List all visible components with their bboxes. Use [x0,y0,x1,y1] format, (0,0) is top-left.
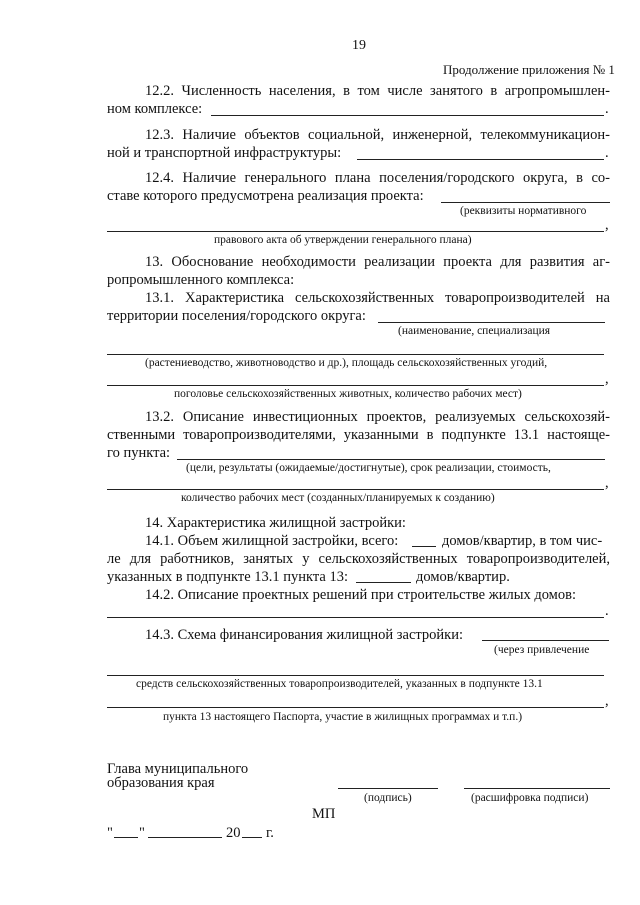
item-12-3-end: . [605,145,609,161]
item-12-4-line2: ставе которого предусмотрена реализация проекта: [107,188,424,204]
page-number: 19 [352,38,366,53]
item-13-2-hint2: количество рабочих мест (созданных/планируемых к созданию) [181,492,495,504]
fill-line-12-4a[interactable] [441,202,610,203]
date-quote-close: " [139,825,145,841]
item-14-3-hint3: пункта 13 настоящего Паспорта, участие в жилищных программах и т.п.) [163,711,523,723]
fill-line-13-1a[interactable] [378,322,605,323]
item-13-1-hint3: поголовье сельскохозяйственных животных, количество рабочих мест) [174,388,522,400]
item-12-4-end: , [605,217,609,233]
item-13-1-hint1: (наименование, специализация [398,325,551,337]
signature-caption: (подпись) [364,792,412,804]
item-13-2-end: , [605,475,609,491]
item-12-2-line2: ном комплексе: [107,101,203,117]
date-quote-open: " [107,825,113,841]
fill-line-13-2a[interactable] [177,459,605,460]
item-12-2-line1: 12.2. Численность населения, в том числе занятого в агропромышлен- [145,83,610,99]
fill-line-12-2[interactable] [211,115,604,116]
item-14-3-hint2: средств сельскохозяйственных товаропроизводителей, указанных в подпункте 13.1 [136,678,543,690]
item-13-2-line3: го пункта: [107,445,171,461]
item-12-4-line1: 12.4. Наличие генерального плана поселения/городского округа, в со- [145,170,610,186]
fill-line-14-1-workers[interactable] [356,582,411,583]
stamp-placeholder: МП [312,806,336,822]
item-13-2-hint1: (цели, результаты (ожидаемые/достигнутые), срок реализации, стоимость, [186,462,551,474]
fill-line-12-4b[interactable] [107,231,604,232]
item-14-line1: 14. Характеристика жилищной застройки: [145,515,406,531]
fill-line-14-3c[interactable] [107,707,604,708]
item-13-2-line1: 13.2. Описание инвестиционных проектов, реализуемых сельскохозяй- [145,409,610,425]
date-year-suffix: г. [266,825,274,841]
item-13-2-line2: ственными товаропроизводителями, указанными в подпункте 13.1 настояще- [107,427,610,443]
item-12-4-hint2: правового акта об утверждении генерального плана) [214,234,472,246]
signature-decode-caption: (расшифровка подписи) [471,792,589,804]
item-13-1-line1: 13.1. Характеристика сельскохозяйственных товаропроизводителей на [145,290,610,306]
item-12-3-line1: 12.3. Наличие объектов социальной, инженерной, телекоммуникацион- [145,127,610,143]
fill-line-13-2b[interactable] [107,489,604,490]
item-12-3-line2: ной и транспортной инфраструктуры: [107,145,342,161]
fill-line-13-1c[interactable] [107,385,604,386]
signature-line[interactable] [338,788,438,789]
appendix-continuation-header: Продолжение приложения № 1 [443,62,615,77]
item-14-3-line1: 14.3. Схема финансирования жилищной застройки: [145,627,464,643]
item-12-2-end: . [605,101,609,117]
signer-role-line2: образования края [107,775,215,791]
item-14-1-line1a: 14.1. Объем жилищной застройки, всего: [145,533,399,549]
signature-decode-line[interactable] [464,788,610,789]
fill-line-14-3a[interactable] [482,640,609,641]
item-14-2-end: . [605,603,609,619]
item-14-3-hint1: (через привлечение [494,644,590,656]
item-14-3-end: , [605,693,609,709]
fill-line-14-1-total[interactable] [412,546,436,547]
date-year-line[interactable] [242,837,262,838]
item-14-1-line3a: указанных в подпункте 13.1 пункта 13: [107,569,348,585]
item-14-2-line1: 14.2. Описание проектных решений при строительстве жилых домов: [145,587,576,603]
date-month-line[interactable] [148,837,222,838]
item-13-1-line2: территории поселения/городского округа: [107,308,366,324]
fill-line-14-3b[interactable] [107,675,604,676]
item-13-line1: 13. Обоснование необходимости реализации проекта для развития аг- [145,254,610,270]
fill-line-12-3[interactable] [357,159,604,160]
fill-line-14-2[interactable] [107,617,604,618]
signer-role-line1: Глава муниципального [107,761,249,777]
item-12-4-hint1: (реквизиты нормативного [460,205,587,217]
item-14-1-line2: ле для работников, занятых у сельскохозяйственных товаропроизводителей, [107,551,610,567]
item-14-1-line3b: домов/квартир. [416,569,510,585]
date-year-prefix: 20 [226,825,241,841]
item-13-line2: ропромышленного комплекса: [107,272,295,288]
item-13-1-end: , [605,371,609,387]
date-day-line[interactable] [114,837,138,838]
fill-line-13-1b[interactable] [107,354,604,355]
item-13-1-hint2: (растениеводство, животноводство и др.), площадь сельскохозяйственных угодий, [145,357,548,369]
item-14-1-line1b: домов/квартир, в том чис- [442,533,603,549]
